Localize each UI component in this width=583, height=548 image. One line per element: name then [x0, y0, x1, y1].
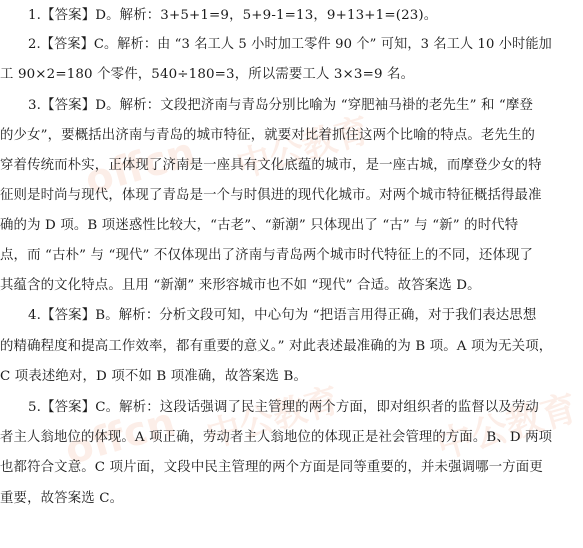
answer-5-line-3: 也都符合文意。C 项片面，文段中民主管理的两个方面是同等重要的，并未强调哪一方面更	[0, 460, 543, 475]
answer-5-line-1: 5.【答案】C。解析：这段话强调了民主管理的两个方面，即对组织者的监督以及劳动	[28, 400, 539, 415]
watermark-latin: offcn	[80, 129, 201, 205]
answer-1-line-1: 1.【答案】D。解析：3+5+1=9，5+9-1=13，9+13+1=(23)。	[28, 8, 438, 23]
answer-5-line-4: 重要，故答案选 C。	[0, 491, 124, 506]
answer-4-line-3: C 项表述绝对，D 项不如 B 项准确，故答案选 B。	[0, 369, 308, 384]
answer-2-line-2: 工 90×2=180 个零件，540÷180=3，所以需要工人 3×3=9 名。	[0, 67, 415, 82]
answer-3-line-2: 的少女”，要概括出济南与青岛的城市特征，就要对比着抓住这两个比喻的特点。老先生的	[0, 128, 536, 143]
answer-2-line-1: 2.【答案】C。解析：由 “3 名工人 5 小时加工零件 90 个” 可知，3 名工人 10 小时能加	[28, 37, 552, 52]
answer-5-line-2: 者主人翁地位的体现。A 项正确，劳动者主人翁地位的体现正是社会管理的方面。B、D 两项	[0, 430, 553, 445]
watermark-logo	[230, 103, 374, 188]
watermark-cn: 中公教育	[232, 110, 374, 187]
watermark-cn: 中公教育	[202, 380, 344, 457]
answer-3-line-4: 征则是时尚与现代，体现了青岛是一个与时俱进的现代化城市。对两个城市特征概括得最准	[0, 188, 542, 203]
answer-3-line-1: 3.【答案】D。解析：文段把济南与青岛分别比喻为 “穿肥袖马褂的老先生” 和 “摩登	[28, 98, 534, 113]
answer-3-line-7: 其蕴含的文化特点。且用 “新潮” 来形容城市也不如 “现代” 合适。故答案选 D。	[0, 278, 481, 293]
watermark-logo	[430, 380, 582, 469]
answer-3-line-5: 确的为 D 项。B 项迷惑性比较大，“古老”、“新潮” 只体现出了 “古” 与 “新” 的时代特	[0, 218, 519, 233]
watermark-latin: offcn	[60, 399, 181, 475]
answer-3-line-3: 穿着传统而朴实，正体现了济南是一座具有文化底蕴的城市，是一座古城，而摩登少女的特	[0, 158, 542, 173]
answer-3-line-6: 点，而 “古朴” 与 “现代” 不仅体现出了济南与青岛两个城市时代特征上的不同，还体现了	[0, 248, 534, 263]
answer-4-line-2: 的精确程度和提高工作效率，都有重要的意义。” 对此表述最准确的为 B 项。A 项为无关项，	[0, 339, 553, 354]
watermark-cn: 中公教育	[432, 387, 582, 468]
answer-4-line-1: 4.【答案】B。解析：分析文段可知，中心句为 “把语言用得正确，对于我们表达思想	[28, 308, 537, 323]
